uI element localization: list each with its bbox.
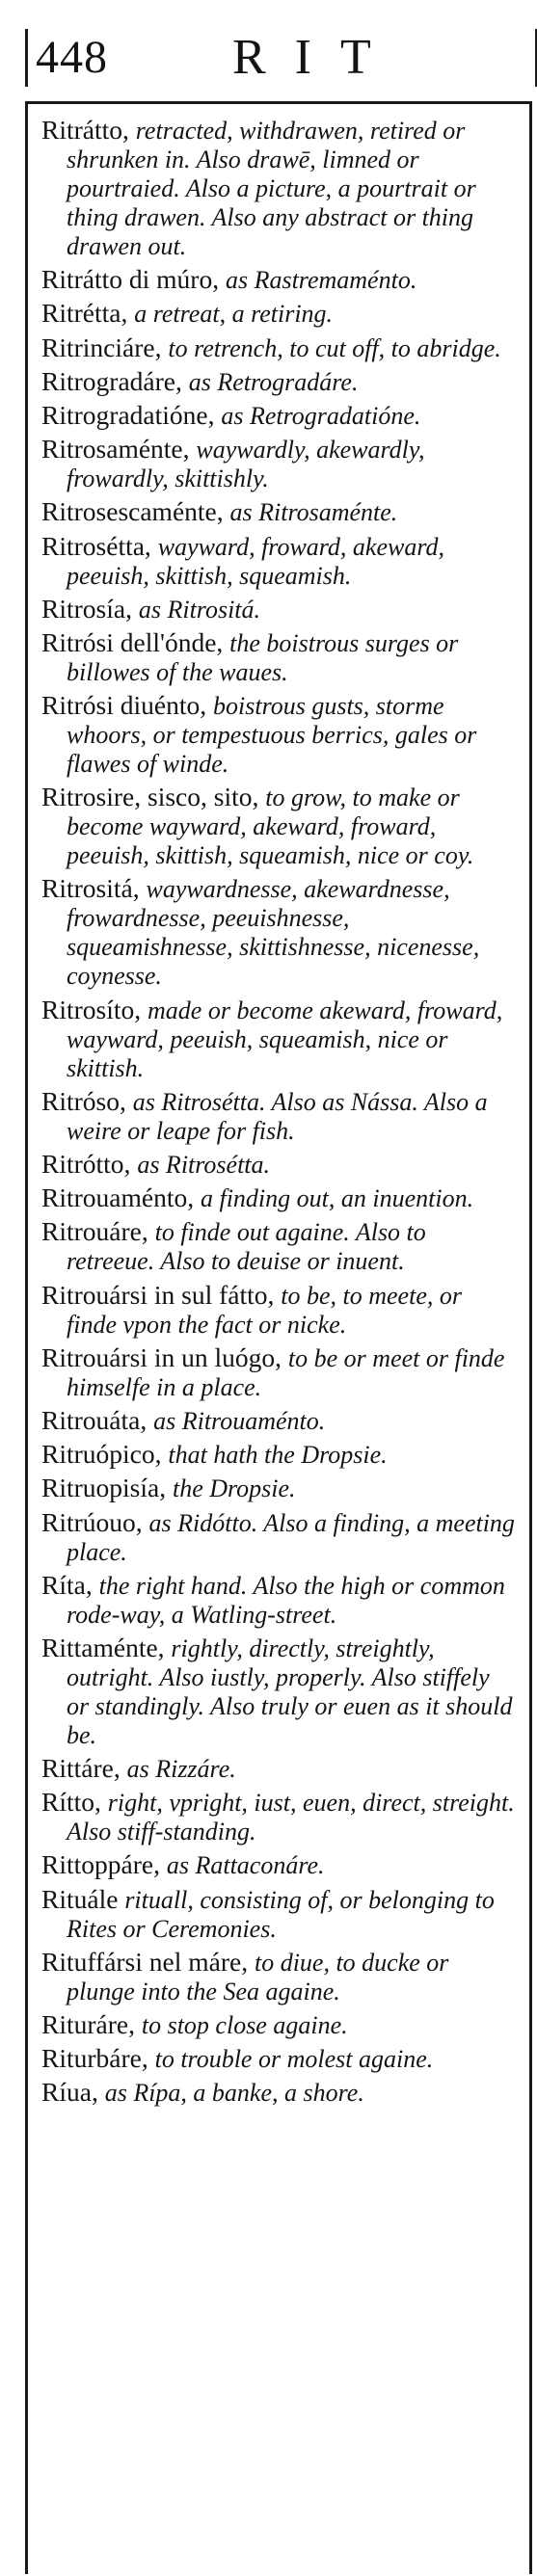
entry-headword: Ritrúouo, [41,1506,149,1537]
entry-headword: Ritrouársi in un luógo, [41,1341,288,1372]
dictionary-entry [41,1571,518,1629]
entry-definition: to stop close againe. [141,2011,348,2039]
dictionary-entry [41,2078,518,2107]
entry-definition: as Ritrosétta. [137,1151,271,1179]
dictionary-entry [41,1087,518,1145]
entry-headword: Ritrótto, [41,1149,138,1179]
entry-headword: Ríua, [41,2077,105,2108]
entry-definition: as Ridótto. Also a finding, a meeting place. [67,1508,515,1566]
entry-definition: a finding out, an inuention. [200,1184,474,1213]
entry-headword: Ritrósi diuénto, [41,690,213,721]
entry-headword: Ritrouáta, [41,1404,154,1435]
dictionary-entry [41,1948,518,2005]
entry-headword: Rittaménte, [41,1632,172,1662]
entry-definition: a retreat, a retiring. [134,300,334,329]
dictionary-entry [41,116,518,260]
dictionary-entry [41,265,518,294]
dictionary-entry [41,996,518,1082]
dictionary-entry [41,783,518,869]
entry-headword: Ritrogradatióne, [41,399,222,430]
entry-headword: Ritrósi dell'ónde, [41,626,230,657]
entry-definition: rightly, directly, streightly, outright. Also iustly, properly. Also stiffely or standingly. Also truly or euen as it should be. [67,1633,513,1749]
entry-definition: the boistrous surges or billowes of the waues. [67,628,459,686]
entry-headword: Rítto, [41,1787,108,1818]
entry-definition: the Dropsie. [172,1474,296,1503]
entry-headword: Ritrouársi in sul fátto, [41,1279,282,1310]
entry-headword: Ritruópico, [41,1439,169,1470]
entry-headword: Ritrosescaménte, [41,496,230,527]
entry-definition: to trouble or molest againe. [154,2045,434,2074]
dictionary-entry [41,367,518,396]
entry-headword: Ritróso, [41,1085,133,1116]
entry-headword: Ritrogradáre, [41,365,189,396]
entry-definition: as Rípa, a banke, a shore. [104,2079,364,2108]
dictionary-entry [41,2044,518,2073]
dictionary-entry [41,1150,518,1179]
entry-definition: as Retrogradatióne. [221,401,421,430]
entry-headword: Ritrétta, [41,298,135,329]
entry-headword: Rittoppáre, [41,1849,167,1880]
entry-definition: to be or meet or finde himselfe in a place. [67,1343,505,1401]
entry-headword: Ritrosaménte, [41,434,197,465]
entry-definition: that hath the Dropsie. [168,1441,388,1470]
entry-headword: Rituffársi nel máre, [41,1946,255,1977]
dictionary-entry [41,435,518,492]
page-number: 448 [36,32,108,83]
dictionary-entry [41,2010,518,2039]
dictionary-entry [41,874,518,990]
entry-definition: as Ritrosaménte. [229,498,398,527]
entry-definition: as Rattaconáre. [166,1851,325,1880]
entry-headword: Ritrátto di múro, [41,264,226,295]
dictionary-entry [41,628,518,686]
entry-definition: the right hand. Also the high or common rode-way, a Watling-street. [67,1571,505,1629]
dictionary-entry [41,1850,518,1879]
entry-headword: Ritruopisía, [41,1473,173,1503]
dictionary-entry [41,1474,518,1502]
entry-headword: Ríta, [41,1569,99,1600]
dictionary-entry [41,299,518,328]
dictionary-entry [41,1788,518,1846]
entry-definition: waywardly, akewardly, frowardly, skittishly. [67,436,425,493]
dictionary-entry [41,1406,518,1435]
entry-definition: as Ritrositá. [138,595,261,624]
entry-headword: Rituráre, [41,2009,142,2039]
entry-definition: as Rizzáre. [126,1755,236,1784]
entry-definition: as Ritrouaménto. [153,1406,326,1435]
dictionary-entry [41,691,518,778]
entry-headword: Rituále [41,1883,125,1914]
dictionary-entry [41,1754,518,1783]
entry-definition: to finde out againe. Also to retreeue. Also to deuise or inuent. [67,1218,426,1276]
dictionary-entry [41,1217,518,1275]
entry-definition: to grow, to make or become wayward, akeward, froward, peeuish, skittish, squeamish, nice or coy. [67,783,474,870]
entry-list [41,116,518,2112]
dictionary-entry [41,497,518,526]
entry-definition: as Rastremaménto. [225,266,417,295]
running-head: RIT [232,30,400,85]
entry-headword: Ritrinciáre, [41,332,169,362]
entry-definition: wayward, froward, akeward, peeuish, skittish, squeamish. [67,532,445,590]
entry-headword: Ritrositá, [41,873,147,904]
dictionary-entry [41,1281,518,1339]
entry-definition: rituall, consisting of, or belonging to Rites or Ceremonies. [67,1885,495,1943]
page-header [25,29,537,87]
entry-headword: Ritrosíto, [41,994,148,1024]
dictionary-entry [41,333,518,362]
entry-definition: to be, to meete, or finde vpon the fact or nicke. [67,1281,462,1339]
dictionary-entry [41,1440,518,1469]
dictionary-entry [41,401,518,430]
entry-definition: right, vpright, iust, euen, direct, streight. Also stiff-standing. [67,1789,515,1846]
entry-definition: to retrench, to cut off, to abridge. [168,333,501,362]
entry-definition: waywardnesse, akewardnesse, frowardnesse, peeuishnesse, squeamishnesse, skittishnesse, nicenesse, coynesse. [67,875,480,991]
entry-headword: Riturbáre, [41,2043,155,2074]
dictionary-entry [41,1183,518,1212]
dictionary-entry [41,595,518,624]
entry-definition: made or become akeward, froward, wayward, peeuish, squeamish, nice or skittish. [67,996,503,1082]
entry-headword: Rittáre, [41,1753,127,1784]
dictionary-entry [41,1343,518,1401]
entry-definition: boistrous gusts, storme whoors, or tempestuous berrics, gales or flawes of winde. [67,692,477,779]
entry-definition: to diue, to ducke or plunge into the Sea againe. [67,1948,449,2005]
dictionary-entry [41,1885,518,1943]
entry-headword: Ritrosire, sisco, sito, [41,782,266,812]
entry-headword: Ritrátto, [41,115,136,145]
entry-headword: Ritrouaménto, [41,1182,201,1213]
dictionary-entry [41,532,518,590]
dictionary-entry [41,1508,518,1566]
entry-definition: retracted, withdrawen, retired or shrunken in. Also drawē, limned or pourtraied. Also a picture, a pourtrait or thing drawen. Also any abstract or thing drawen out. [67,117,476,260]
text-column [25,101,532,2574]
dictionary-entry [41,1633,518,1749]
entry-headword: Ritrosía, [41,593,139,624]
entry-headword: Ritrosétta, [41,530,158,561]
entry-definition: as Retrogradáre. [188,367,359,396]
entry-definition: as Ritrosétta. Also as Nássa. Also a weire or leape for fish. [67,1087,488,1145]
entry-headword: Ritrouáre, [41,1216,155,1247]
